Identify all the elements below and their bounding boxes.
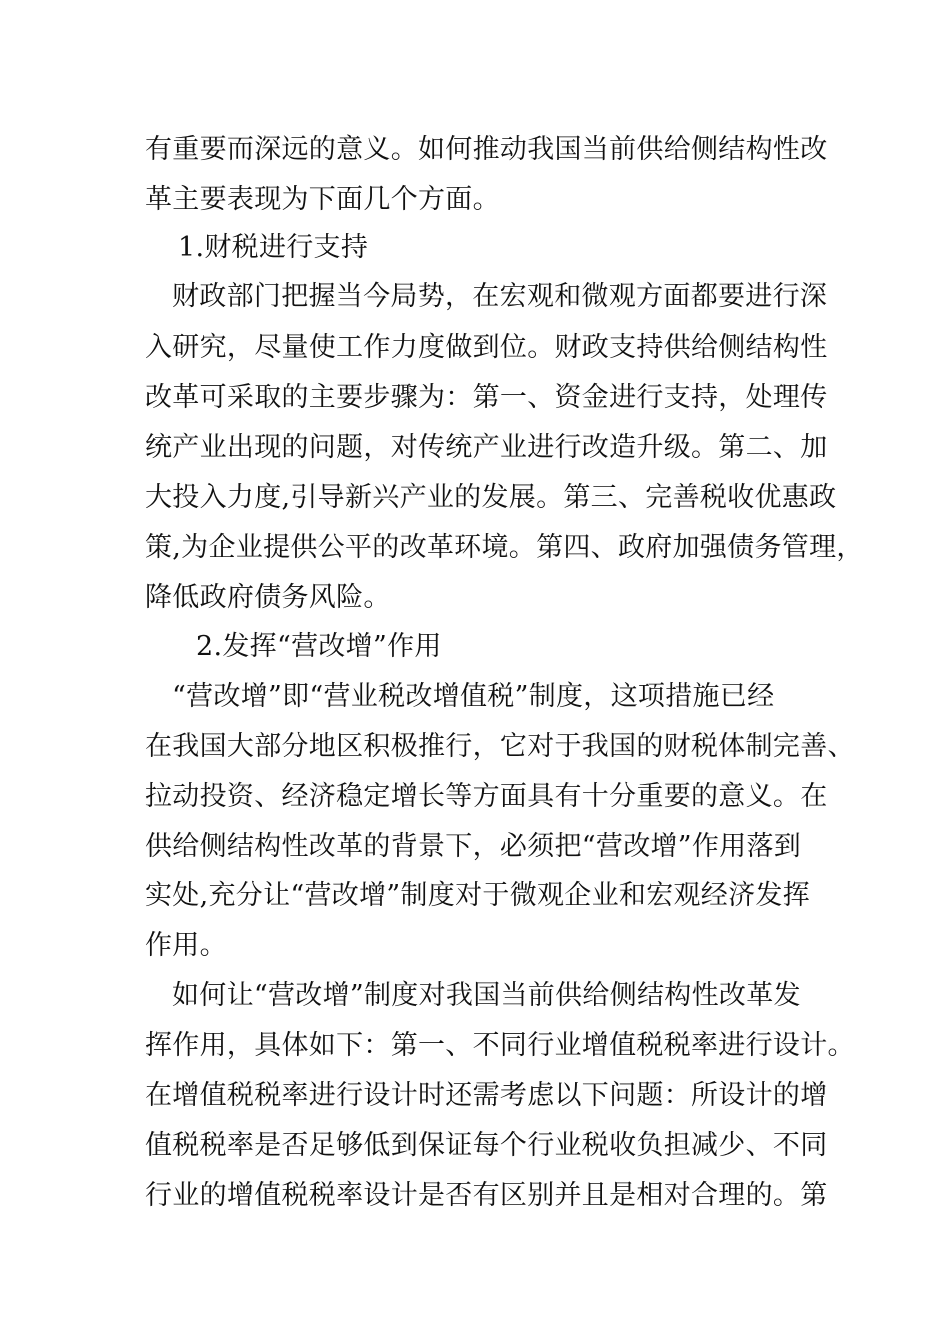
- paragraph-line: “营改增”即“营业税改增值税”制度，这项措施已经: [172, 681, 775, 712]
- paragraph-line: 在增值税税率进行设计时还需考虑以下问题：所设计的增: [145, 1080, 828, 1111]
- paragraph-line: 行业的增值税税率设计是否有区别并且是相对合理的。第: [145, 1180, 828, 1211]
- paragraph-line: 统产业出现的问题，对传统产业进行改造升级。第二、加: [145, 432, 828, 463]
- paragraph-line: 拉动投资、经济稳定增长等方面具有十分重要的意义。在: [145, 781, 828, 812]
- paragraph-line: 如何让“营改增”制度对我国当前供给侧结构性改革发: [172, 980, 801, 1011]
- paragraph-line: 财政部门把握当今局势，在宏观和微观方面都要进行深: [172, 281, 828, 312]
- section-heading: 2.发挥“营改增”作用: [196, 631, 442, 662]
- paragraph-line: 大投入力度,引导新兴产业的发展。第三、完善税收优惠政: [145, 482, 837, 513]
- paragraph-line: 挥作用，具体如下：第一、不同行业增值税税率进行设计。: [145, 1030, 855, 1061]
- paragraph-line: 供给侧结构性改革的背景下，必须把“营改增”作用落到: [145, 831, 802, 862]
- paragraph-line: 在我国大部分地区积极推行，它对于我国的财税体制完善、: [145, 731, 855, 762]
- section-heading: 1.财税进行支持: [178, 232, 369, 263]
- paragraph-line: 有重要而深远的意义。如何推动我国当前供给侧结构性改: [145, 134, 828, 165]
- paragraph-line: 革主要表现为下面几个方面。: [145, 184, 500, 215]
- paragraph-line: 策,为企业提供公平的改革环境。第四、政府加强债务管理，: [145, 532, 864, 563]
- paragraph-line: 实处,充分让“营改增”制度对于微观企业和宏观经济发挥: [145, 880, 810, 911]
- paragraph-line: 值税税率是否足够低到保证每个行业税收负担减少、不同: [145, 1130, 828, 1161]
- paragraph-line: 降低政府债务风险。: [145, 582, 391, 613]
- paragraph-line: 入研究，尽量使工作力度做到位。财政支持供给侧结构性: [145, 332, 828, 363]
- paragraph-line: 改革可采取的主要步骤为：第一、资金进行支持，处理传: [145, 382, 828, 413]
- paragraph-line: 作用。: [145, 930, 227, 961]
